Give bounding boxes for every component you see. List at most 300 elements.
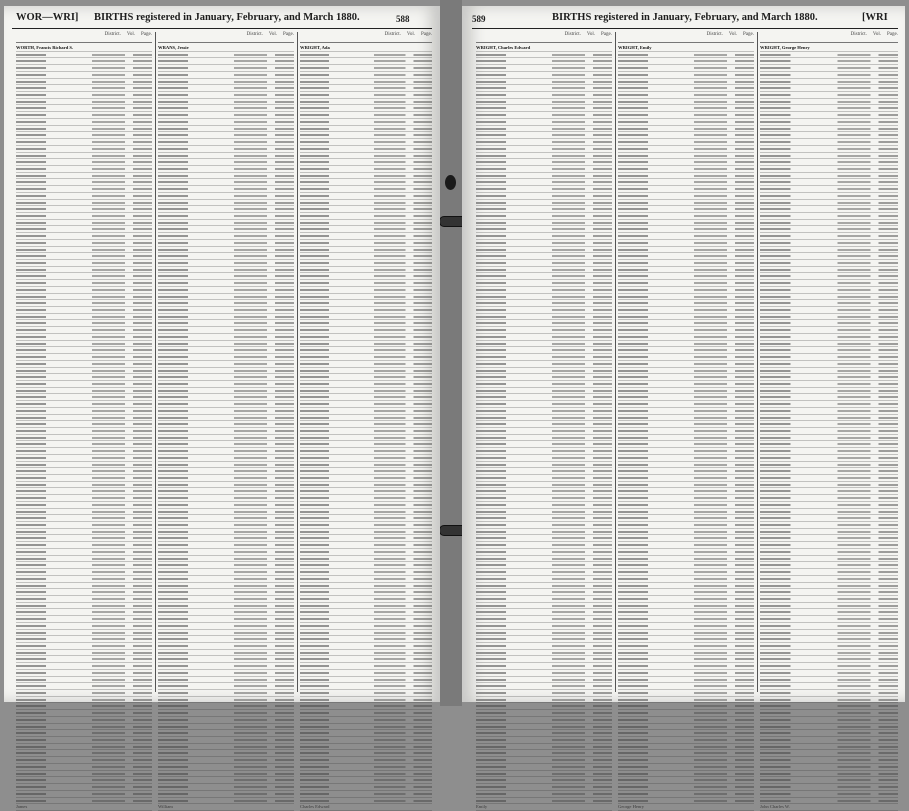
register-entry-row <box>476 750 612 757</box>
register-entry-row <box>158 146 294 153</box>
register-entry-row <box>16 603 152 610</box>
register-entry-row <box>16 139 152 146</box>
column-divider <box>615 32 616 692</box>
register-entry-row <box>760 791 898 798</box>
register-entry-row <box>618 764 754 771</box>
register-entry-row <box>158 408 294 415</box>
register-entry-row <box>760 448 898 455</box>
register-entry-row <box>618 253 754 260</box>
register-entry-row <box>760 294 898 301</box>
register-entry-row <box>760 273 898 280</box>
register-entry-row <box>158 670 294 677</box>
register-entry-row <box>760 280 898 287</box>
register-entry-row <box>158 247 294 254</box>
register-entry-row <box>760 159 898 166</box>
register-entry-row <box>300 771 432 778</box>
register-entry-row <box>300 341 432 348</box>
register-entry-row <box>760 354 898 361</box>
register-entry-row <box>16 502 152 509</box>
register-entry-row <box>300 798 432 805</box>
column-divider <box>757 32 758 692</box>
register-entry-row <box>300 596 432 603</box>
column-head <box>618 32 754 43</box>
register-entry-row <box>760 623 898 630</box>
register-entry-row <box>618 737 754 744</box>
register-entry-row <box>16 314 152 321</box>
register-entry-row <box>300 475 432 482</box>
register-entry-row <box>158 750 294 757</box>
register-entry-row <box>300 488 432 495</box>
register-entry-row <box>618 549 754 556</box>
register-entry-row <box>300 583 432 590</box>
register-entry-row <box>158 562 294 569</box>
register-entry-row <box>158 58 294 65</box>
column-head-label: Vol. <box>126 32 136 37</box>
register-entry-row <box>300 435 432 442</box>
register-entry-row <box>158 132 294 139</box>
register-entry-row <box>16 596 152 603</box>
register-entry-row <box>158 428 294 435</box>
register-entry-row <box>618 515 754 522</box>
register-entry-row <box>618 636 754 643</box>
register-entry-row <box>300 663 432 670</box>
column-head <box>476 32 612 43</box>
register-entry-row <box>300 556 432 563</box>
column-head-label: District. <box>706 32 723 37</box>
register-entry-row <box>760 52 898 59</box>
register-entry-row <box>158 347 294 354</box>
register-entry-row <box>618 697 754 704</box>
register-entry-row <box>300 206 432 213</box>
register-entry-row <box>158 99 294 106</box>
register-entry-row <box>618 583 754 590</box>
register-entry-row <box>618 448 754 455</box>
register-entry-row <box>618 200 754 207</box>
register-entry-row <box>618 744 754 751</box>
register-entry-row <box>760 186 898 193</box>
register-entry-row <box>300 85 432 92</box>
register-entry-row <box>158 677 294 684</box>
register-entry-row <box>760 495 898 502</box>
register-entry-row <box>16 112 152 119</box>
column-head-label: District. <box>564 32 581 37</box>
register-entry-row <box>618 663 754 670</box>
register-entry-row <box>618 401 754 408</box>
register-entry-row <box>760 482 898 489</box>
register-entry-row <box>618 771 754 778</box>
register-entry-row <box>16 535 152 542</box>
register-entry-row <box>618 502 754 509</box>
register-entry-row <box>760 509 898 516</box>
register-entry-row <box>476 220 612 227</box>
register-entry-row <box>476 683 612 690</box>
register-entry-row <box>300 670 432 677</box>
register-entry-row <box>476 710 612 717</box>
register-entry-row <box>16 744 152 751</box>
register-entry-row <box>158 630 294 637</box>
page-title: BIRTHS registered in January, February, and March 1880. <box>94 12 360 23</box>
register-entry-row <box>16 226 152 233</box>
register-entry-row <box>300 643 432 650</box>
register-entry-row <box>16 65 152 72</box>
register-entry-row <box>16 132 152 139</box>
register-entry-row <box>158 388 294 395</box>
register-entry-row <box>760 656 898 663</box>
register-entry-row <box>618 777 754 784</box>
register-entry-row <box>16 173 152 180</box>
register-entry-row <box>300 354 432 361</box>
register-entry-row <box>476 650 612 657</box>
register-entry-row <box>476 159 612 166</box>
register-entry-row <box>760 105 898 112</box>
register-entry-row <box>300 468 432 475</box>
register-entry-row <box>476 280 612 287</box>
register-entry-first: WRANS, Jessie <box>158 45 294 52</box>
register-entry-row <box>476 240 612 247</box>
register-entry-row <box>760 92 898 99</box>
register-entry-row <box>158 777 294 784</box>
register-entry-row <box>618 408 754 415</box>
register-entry-row <box>618 482 754 489</box>
register-entry-row <box>476 334 612 341</box>
register-entry-row <box>300 717 432 724</box>
register-entry-first: WRIGHT, Emily <box>618 45 754 52</box>
register-entry-row <box>300 287 432 294</box>
register-entry-row <box>476 153 612 160</box>
register-entry-row <box>618 757 754 764</box>
register-entry-row <box>476 670 612 677</box>
register-entry-row <box>618 361 754 368</box>
register-entry-row <box>618 576 754 583</box>
register-entry-row <box>300 697 432 704</box>
register-entry-row <box>476 247 612 254</box>
register-entry-row <box>16 576 152 583</box>
register-entry-row <box>300 159 432 166</box>
register-entry-row <box>300 542 432 549</box>
register-entry-row <box>300 462 432 469</box>
register-entry-row <box>618 173 754 180</box>
register-entry-row <box>760 428 898 435</box>
register-entry-row <box>476 482 612 489</box>
register-entry-row <box>760 341 898 348</box>
column-head-label: Vol. <box>586 32 596 37</box>
register-entry-row <box>476 226 612 233</box>
register-entry-row <box>16 52 152 59</box>
register-entry-row <box>476 287 612 294</box>
register-entry-row <box>476 623 612 630</box>
register-entry-row <box>158 186 294 193</box>
register-entry-row <box>16 334 152 341</box>
register-entry-row <box>760 401 898 408</box>
register-entry-row <box>760 690 898 697</box>
register-entry-row <box>618 750 754 757</box>
register-entry-row <box>476 294 612 301</box>
register-entry-row <box>158 771 294 778</box>
register-entry-row <box>618 280 754 287</box>
register-entry-row <box>760 307 898 314</box>
register-entry-row <box>760 441 898 448</box>
register-entry-row <box>16 717 152 724</box>
page-number: 589 <box>472 14 486 24</box>
register-entry-row <box>16 724 152 731</box>
register-entry-row <box>300 146 432 153</box>
register-entry-row <box>16 697 152 704</box>
register-entry-row <box>618 650 754 657</box>
register-entry-row <box>618 307 754 314</box>
register-entry-row <box>476 260 612 267</box>
register-entry-row <box>618 220 754 227</box>
column-head-label: District. <box>246 32 263 37</box>
column-head-label: Page. <box>601 32 612 37</box>
register-entry-row <box>16 703 152 710</box>
register-column <box>16 32 152 810</box>
register-entry-row <box>158 515 294 522</box>
register-entry-row <box>476 562 612 569</box>
register-entry-row <box>618 488 754 495</box>
header-rule <box>12 28 432 29</box>
register-entry-row <box>158 784 294 791</box>
register-entry-row <box>158 105 294 112</box>
register-entry-row <box>618 683 754 690</box>
register-entry-row <box>618 166 754 173</box>
register-entry-row <box>16 784 152 791</box>
register-entry-row <box>760 58 898 65</box>
register-entry-row <box>476 394 612 401</box>
register-entry-row <box>300 132 432 139</box>
register-entry-row <box>476 441 612 448</box>
register-entry-row <box>476 643 612 650</box>
register-entry-row <box>760 213 898 220</box>
register-entry-row <box>16 710 152 717</box>
register-entry-row <box>300 609 432 616</box>
register-entry-row <box>476 361 612 368</box>
register-entry-row <box>618 320 754 327</box>
register-entry-row <box>16 737 152 744</box>
register-entry-row <box>760 630 898 637</box>
register-entry-row <box>16 300 152 307</box>
register-column <box>760 32 898 810</box>
register-entry-row <box>300 710 432 717</box>
register-entry-row <box>760 522 898 529</box>
register-entry-row <box>158 72 294 79</box>
register-entry-row <box>760 603 898 610</box>
register-entry-row <box>16 798 152 805</box>
register-entry-row <box>16 488 152 495</box>
register-entry-row <box>476 542 612 549</box>
register-entry-row <box>300 630 432 637</box>
register-entry-row <box>158 757 294 764</box>
register-entry-row <box>760 267 898 274</box>
register-entry-row <box>158 341 294 348</box>
register-entry-row <box>476 495 612 502</box>
register-entry-row <box>476 58 612 65</box>
register-entry-row <box>760 65 898 72</box>
register-entry-row <box>300 757 432 764</box>
register-entry-row <box>618 717 754 724</box>
register-entry-row <box>158 320 294 327</box>
register-entry-row <box>476 79 612 86</box>
register-entry-row <box>300 233 432 240</box>
register-entry-row <box>300 226 432 233</box>
register-entry-row <box>16 670 152 677</box>
register-entry-row <box>476 596 612 603</box>
register-entry-row <box>300 374 432 381</box>
register-entry-row <box>760 226 898 233</box>
register-entry-row <box>760 240 898 247</box>
register-column <box>476 32 612 810</box>
register-entry-row <box>300 65 432 72</box>
register-entry-row <box>618 730 754 737</box>
register-entry-row <box>618 206 754 213</box>
register-entry-row <box>618 193 754 200</box>
register-entry-row <box>16 79 152 86</box>
register-entry-row <box>618 334 754 341</box>
register-entry-row <box>618 105 754 112</box>
column-divider <box>155 32 156 692</box>
register-entry-last: John Charles W. <box>760 804 898 811</box>
register-entry-row <box>300 784 432 791</box>
column-head <box>760 32 898 43</box>
register-entry-row <box>760 361 898 368</box>
register-entry-row <box>158 603 294 610</box>
column-head-label: Page. <box>141 32 152 37</box>
register-entry-row <box>476 703 612 710</box>
register-entry-row <box>158 92 294 99</box>
register-entry-row <box>476 368 612 375</box>
register-entry-row <box>760 320 898 327</box>
register-entry-row <box>16 609 152 616</box>
register-entry-row <box>16 455 152 462</box>
register-entry-row <box>476 421 612 428</box>
register-entry-row <box>158 683 294 690</box>
register-entry-row <box>158 220 294 227</box>
register-entry-row <box>16 750 152 757</box>
register-entry-row <box>16 394 152 401</box>
register-entry-row <box>300 683 432 690</box>
register-entry-last: Charles Edward <box>300 804 432 811</box>
register-entry-row <box>618 146 754 153</box>
register-entry-row <box>16 294 152 301</box>
register-entry-row <box>618 589 754 596</box>
register-entry-row <box>16 58 152 65</box>
register-entry-row <box>300 126 432 133</box>
register-entry-row <box>16 320 152 327</box>
column-head-label: District. <box>104 32 121 37</box>
register-entry-last: Emily <box>476 804 612 811</box>
register-entry-row <box>158 166 294 173</box>
register-entry-row <box>476 173 612 180</box>
register-entry-row <box>300 441 432 448</box>
register-entry-row <box>16 126 152 133</box>
register-entry-row <box>16 428 152 435</box>
register-entry-row <box>760 529 898 536</box>
register-entry-row <box>476 166 612 173</box>
register-entry-first: WRIGHT, George Henry <box>760 45 898 52</box>
register-entry-row <box>618 522 754 529</box>
register-entry-row <box>158 273 294 280</box>
register-entry-row <box>300 589 432 596</box>
register-entry-row <box>300 300 432 307</box>
register-entry-row <box>760 757 898 764</box>
register-entry-row <box>476 85 612 92</box>
register-entry-row <box>300 415 432 422</box>
register-entry-row <box>300 105 432 112</box>
register-entry-row <box>618 85 754 92</box>
register-entry-row <box>760 314 898 321</box>
register-entry-row <box>476 320 612 327</box>
register-entry-row <box>618 643 754 650</box>
register-entry-row <box>158 697 294 704</box>
register-entry-row <box>300 724 432 731</box>
column-head <box>300 32 432 43</box>
register-entry-row <box>16 522 152 529</box>
register-entry-row <box>16 643 152 650</box>
register-entry-row <box>16 72 152 79</box>
register-entry-row <box>300 549 432 556</box>
register-entry-row <box>618 596 754 603</box>
register-entry-row <box>158 616 294 623</box>
register-entry-row <box>476 72 612 79</box>
register-entry-row <box>760 179 898 186</box>
register-entry-row <box>300 179 432 186</box>
register-entry-row <box>158 200 294 207</box>
register-entry-row <box>300 764 432 771</box>
page-range-header: [WRI <box>862 12 888 23</box>
register-entry-row <box>476 529 612 536</box>
register-entry-row <box>760 710 898 717</box>
register-entry-row <box>760 596 898 603</box>
register-entry-row <box>158 764 294 771</box>
register-entry-row <box>476 146 612 153</box>
register-entry-row <box>300 455 432 462</box>
register-entry-row <box>618 630 754 637</box>
register-entry-row <box>760 730 898 737</box>
register-entry-row <box>760 112 898 119</box>
register-entry-row <box>618 435 754 442</box>
register-entry-row <box>158 334 294 341</box>
register-entry-row <box>618 616 754 623</box>
register-entry-row <box>300 361 432 368</box>
register-entry-row <box>300 240 432 247</box>
register-entry-row <box>618 240 754 247</box>
register-entry-row <box>158 710 294 717</box>
register-entry-row <box>760 744 898 751</box>
register-entry-row <box>760 663 898 670</box>
register-entry-row <box>300 791 432 798</box>
register-entry-row <box>158 643 294 650</box>
register-entry-row <box>16 583 152 590</box>
register-entry-row <box>16 105 152 112</box>
register-entry-row <box>158 663 294 670</box>
register-entry-row <box>476 253 612 260</box>
register-entry-row <box>300 220 432 227</box>
register-entry-row <box>476 609 612 616</box>
register-entry-row <box>158 462 294 469</box>
register-entry-row <box>618 126 754 133</box>
register-entry-row <box>158 730 294 737</box>
page-number: 588 <box>396 14 410 24</box>
register-entry-row <box>476 730 612 737</box>
register-entry-row <box>476 186 612 193</box>
register-entry-row <box>760 616 898 623</box>
register-entry-row <box>16 253 152 260</box>
register-entry-row <box>158 529 294 536</box>
register-entry-row <box>760 750 898 757</box>
register-entry-row <box>476 132 612 139</box>
register-entry-row <box>760 415 898 422</box>
register-entry-row <box>476 690 612 697</box>
register-entry-row <box>300 737 432 744</box>
